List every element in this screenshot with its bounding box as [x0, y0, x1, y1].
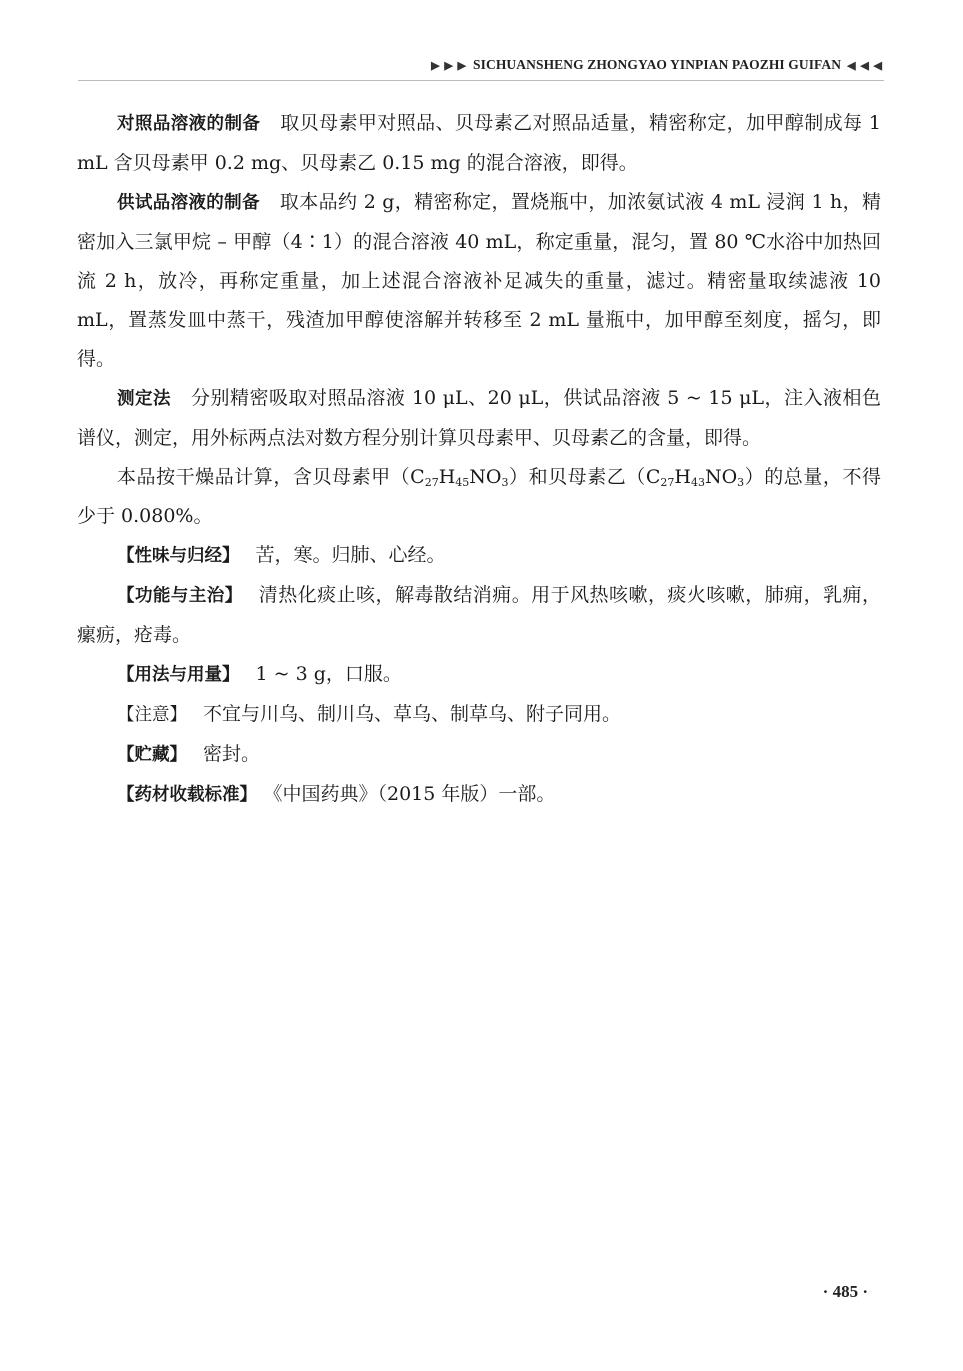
- usage-paragraph: [77, 655, 881, 695]
- limit-text-6: NO: [704, 466, 738, 488]
- limit-sub-4: 27: [660, 476, 675, 489]
- nature-label: 【性味与归经】: [117, 546, 240, 566]
- limit-sub-5: 43: [690, 476, 705, 489]
- functions-text: 清热化痰止咳，解毒散结消痈。用于风热咳嗽，痰火咳嗽，肺痈，乳痈，瘰疬，疮毒。: [77, 584, 881, 646]
- standard-label: 【药材收载标准】: [117, 785, 257, 805]
- header-divider: [78, 80, 884, 81]
- usage-text: 1 ~ 3 g，口服。: [255, 663, 402, 685]
- header-title: SICHUANSHENG ZHONGYAO YINPIAN PAOZHI GUIFAN: [473, 57, 842, 72]
- caution-text: 不宜与川乌、制川乌、草乌、制草乌、附子同用。: [203, 703, 622, 725]
- limit-sub-3: 3: [501, 476, 509, 489]
- limit-text-5: H: [674, 466, 691, 488]
- assay-paragraph: [77, 379, 881, 458]
- test-solution-text: 取本品约 2 g，精密称定，置烧瓶中，加浓氨试液 4 mL 浸润 1 h，精密加入三氯甲烷 – 甲醇（4∶1）的混合溶液 40 mL，称定重量，混匀，置 80 ℃水浴中加热回流 2 h，放冷，再称定重量，加上述混合溶液补足减失的重量，滤过。精密量取续滤液 10 mL，置蒸发皿中蒸干，残渣加甲醇使溶解并转移至 2 mL 量瓶中，加甲醇至刻度，摇匀，即得。: [77, 191, 882, 370]
- functions-paragraph: [77, 576, 881, 655]
- nature-text: 苦，寒。归肺、心经。: [255, 544, 446, 566]
- nature-paragraph: [77, 536, 881, 576]
- header-left-arrows: ▶ ▶ ▶: [431, 59, 468, 72]
- header-right-arrows: ◀ ◀ ◀: [847, 59, 883, 72]
- reference-solution-heading: 对照品溶液的制备: [117, 114, 261, 134]
- assay-heading: 测定法: [117, 389, 171, 409]
- assay-text: 分别精密吸取对照品溶液 10 μL、20 μL，供试品溶液 5 ~ 15 μL，注入液相色谱仪，测定，用外标两点法对数方程分别计算贝母素甲、贝母素乙的含量，即得。: [77, 387, 881, 449]
- running-header: [431, 57, 883, 73]
- limit-text-3: NO: [469, 466, 502, 488]
- reference-solution-paragraph: [77, 104, 881, 183]
- content-limit-paragraph: [77, 458, 881, 536]
- standard-text: 《中国药典》（2015 年版）一部。: [273, 783, 556, 805]
- page-body: [77, 104, 881, 815]
- limit-text-7: ）的总量，不得少于 0.080%。: [77, 466, 881, 527]
- storage-paragraph: [77, 735, 881, 775]
- test-solution-paragraph: [77, 183, 881, 379]
- storage-label: 【贮藏】: [117, 745, 187, 765]
- reference-solution-text: 取贝母素甲对照品、贝母素乙对照品适量，精密称定，加甲醇制成每 1 mL 含贝母素甲 0.2 mg、贝母素乙 0.15 mg 的混合溶液，即得。: [77, 112, 882, 174]
- limit-sub-6: 3: [737, 476, 745, 489]
- limit-text-1: 本品按干燥品计算，含贝母素甲（C: [117, 466, 425, 488]
- caution-label: 【注意】: [117, 705, 187, 725]
- functions-label: 【功能与主治】: [117, 586, 243, 606]
- limit-text-2: H: [438, 466, 456, 488]
- limit-text-4: ）和贝母素乙（C: [508, 466, 661, 488]
- caution-paragraph: [77, 695, 881, 735]
- limit-sub-1: 27: [424, 476, 439, 489]
- storage-text: 密封。: [203, 743, 261, 765]
- test-solution-heading: 供试品溶液的制备: [117, 193, 260, 213]
- limit-sub-2: 45: [455, 476, 470, 489]
- page-number: · 485 ·: [822, 1282, 868, 1301]
- standard-paragraph: [77, 775, 881, 815]
- usage-label: 【用法与用量】: [117, 665, 240, 685]
